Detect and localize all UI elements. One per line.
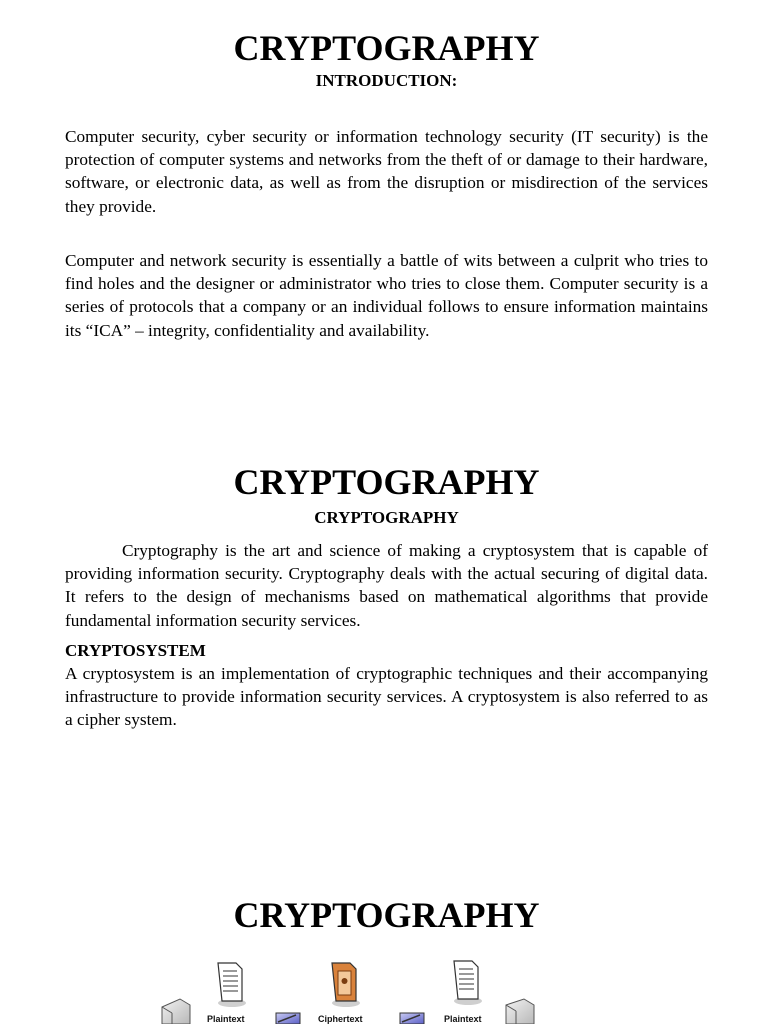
cryptography-paragraph: Cryptography is the art and science of making a cryptosystem that is capable of providing information security. Cryptography deals with the actual securing of digital data. It refers to the design of mechanisms based on mathematical algorithms that provide fundamental information security services.	[65, 541, 708, 630]
plaintext-label: Plaintext	[444, 1014, 482, 1024]
intro-paragraph-2: Computer and network security is essentially a battle of wits between a culprit who tries to find holes and the designer or administrator who tries to close them. Computer security is a series of protocols that a company or an individual follows to ensure information maintains its “ICA” – integrity, confidentiality and availability.	[65, 251, 708, 340]
locked-document-icon	[332, 963, 360, 1007]
computer-icon	[162, 999, 190, 1024]
arrow-icon	[276, 1013, 300, 1024]
section-title: CRYPTOGRAPHY	[233, 462, 540, 502]
intro-paragraph-1: Computer security, cyber security or information technology security (IT security) is the protection of computer systems and networks from the theft of or damage to their hardware, software, or electronic data, as well as from the disruption or misdirection of the services they provide.	[65, 127, 708, 216]
cryptography-heading: CRYPTOGRAPHY	[314, 508, 459, 527]
computer-icon	[506, 999, 534, 1024]
plaintext-label: Plaintext	[207, 1014, 245, 1024]
document-icon	[218, 963, 246, 1007]
cryptography-section	[65, 462, 708, 730]
cryptosystem-heading: CRYPTOSYSTEM	[65, 641, 206, 660]
introduction-heading: INTRODUCTION:	[315, 71, 458, 90]
encryption-diagram	[150, 955, 550, 1024]
introduction-section	[65, 28, 708, 340]
diagram-section-title: CRYPTOGRAPHY	[233, 895, 540, 935]
document-icon	[454, 961, 482, 1005]
cryptosystem-paragraph: A cryptosystem is an implementation of cryptographic techniques and their accompanying infrastructure to provide information security services. A cryptosystem is also referred to as a cipher system.	[65, 664, 708, 730]
diagram-section	[65, 895, 708, 935]
ciphertext-label: Ciphertext	[318, 1014, 363, 1024]
page-title: CRYPTOGRAPHY	[233, 28, 540, 68]
arrow-icon	[400, 1013, 424, 1024]
